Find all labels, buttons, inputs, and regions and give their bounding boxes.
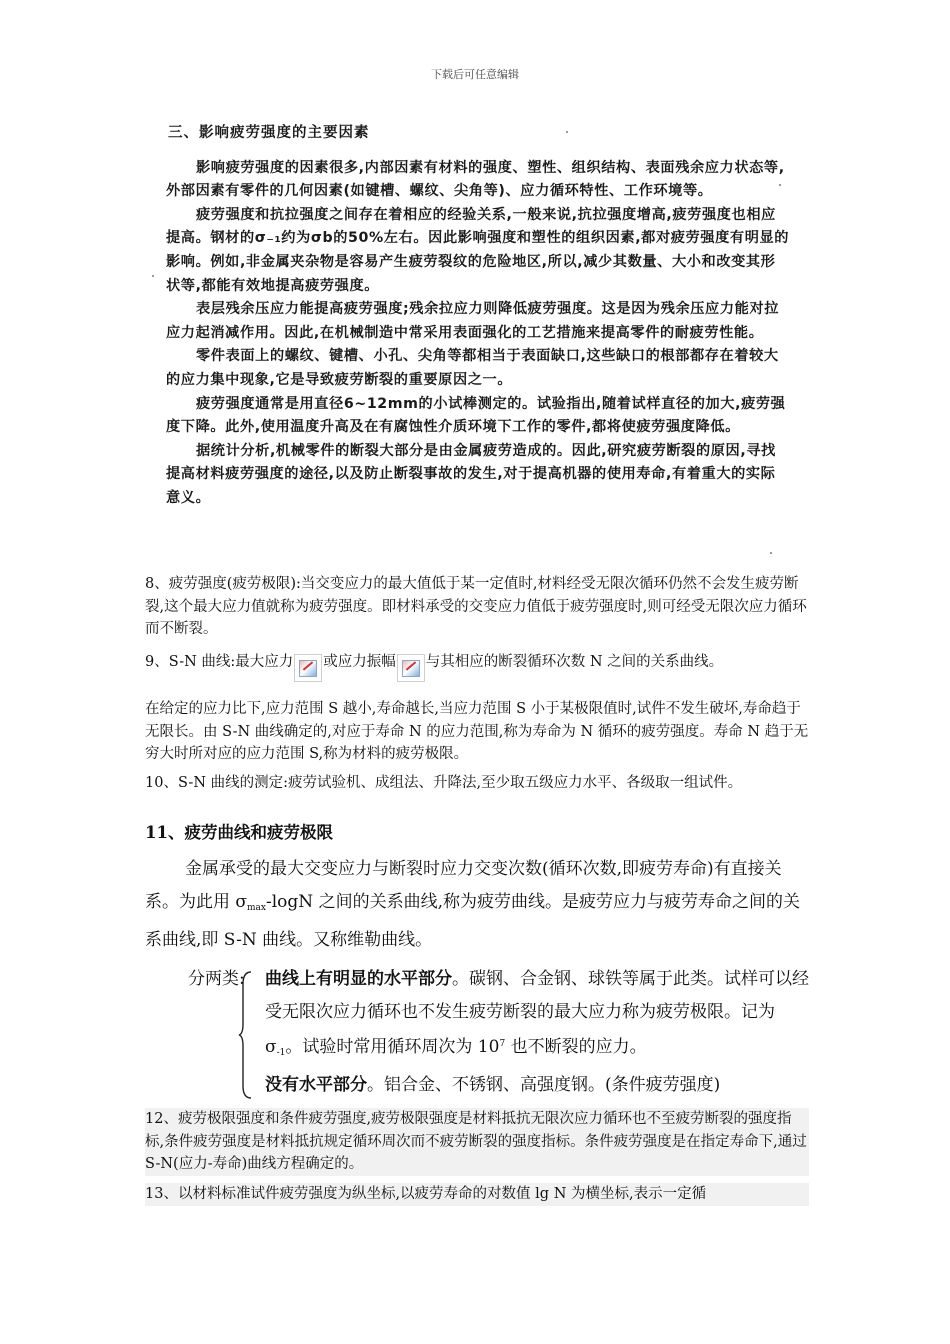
class-1-heading: 曲线上有明显的水平部分	[265, 969, 452, 989]
scan-paragraph-1: 影响疲劳强度的因素很多,内部因素有材料的强度、塑性、组织结构、表面残余应力状态等,外部因素有零件的几何因素(如键槽、螺纹、尖角等)、应力循环特性、工作环境等。	[166, 159, 785, 200]
class-1	[265, 963, 809, 1070]
scan-paragraph-2: 疲劳强度和抗拉强度之间存在着相应的经验关系,一般来说,抗拉强度增高,疲劳强度也相应提高。钢材的σ₋₁约为σb的50%左右。因此影响强度和塑性的组织因素,都对疲劳强度有明显的影响。例如,非金属夹杂物是容易产生疲劳裂纹的危险地区,所以,减少其数量、大小和改变其形状等,都能有效地提高疲劳强度。	[166, 206, 790, 294]
item-8: 8、疲劳强度(疲劳极限):当交变应力的最大值低于某一定值时,材料经受无限次循环仍然不会发生疲劳断裂,这个最大应力值就称为疲劳强度。即材料承受的交变应力值低于疲劳强度时,则可经受无限次应力循环而不断裂。	[145, 576, 807, 637]
scan-speck	[566, 131, 568, 133]
item-11-heading: 疲劳曲线和疲劳极限	[184, 823, 333, 842]
item-9-continued: 在给定的应力比下,应力范围 S 越小,寿命越长,当应力范围 S 小于某极限值时,试件不发生破坏,寿命趋于无限长。由 S-N 曲线确定的,对应于寿命 N 的应力范围,称为寿命为 N 循环的疲劳强度。寿命 N 趋于无穷大时所对应的应力范围 S,称为材料的疲劳极限。	[145, 701, 809, 762]
broken-image-icon	[294, 654, 322, 682]
item-12: 12、疲劳极限强度和条件疲劳强度,疲劳极限强度是材料抵抗无限次应力循环也不至疲劳断裂的强度指标,条件疲劳强度是材料抵抗规定循环周次而不疲劳断裂的强度指标。条件疲劳强度是在指定寿命下,通过 S-N(应力-寿命)曲线方程确定的。	[145, 1108, 809, 1176]
item-9	[145, 651, 809, 682]
item-11-title	[145, 822, 809, 845]
class-1-text-a: 。碳钢、合金钢、球铁等属于此类。试样可以经受无限次应力循环也不发生疲劳断裂的最大应力称为疲劳极限。记为 σ	[265, 969, 809, 1057]
page-header: 下载后可任意编辑	[431, 68, 519, 81]
item-9-text-3: 与其相应的断裂循环次数 N 之间的关系曲线。	[425, 654, 724, 670]
scanned-excerpt	[160, 122, 790, 511]
scan-speck	[152, 275, 154, 277]
item-11-paragraph	[145, 853, 809, 957]
scan-speck	[770, 552, 772, 554]
item-13: 13、以材料标准试件疲劳强度为纵坐标,以疲劳寿命的对数值 lg N 为横坐标,表示一定循	[145, 1183, 809, 1206]
power-7-superscript: 7	[499, 1039, 506, 1049]
scan-paragraph-4: 零件表面上的螺纹、键槽、小孔、尖角等都相当于表面缺口,这些缺口的根部都存在着较大的应力集中现象,它是导致疲劳断裂的重要原因之一。	[166, 348, 779, 388]
class-2-text: 。铝合金、不锈钢、高强度钢。(条件疲劳强度)	[367, 1075, 721, 1095]
sigma-minus-1-subscript: -1	[276, 1048, 286, 1058]
scan-speck	[779, 184, 781, 186]
item-10: 10、S-N 曲线的测定:疲劳试验机、成组法、升降法,至少取五级应力水平、各级取一组试件。	[145, 775, 743, 791]
class-1-text-b: 。试验时常用循环周次为 10	[285, 1037, 500, 1057]
scan-title: 三、影响疲劳强度的主要因素	[168, 125, 370, 141]
item-9-text-2: 或应力振幅	[323, 654, 396, 670]
curly-brace-icon	[238, 970, 252, 1100]
scan-paragraph-6: 据统计分析,机械零件的断裂大部分是由金属疲劳造成的。因此,研究疲劳断裂的原因,寻找提高材料疲劳强度的途径,以及防止断裂事故的发生,对于提高机器的使用寿命,有着重大的实际意义。	[166, 442, 776, 506]
class-2	[265, 1069, 809, 1102]
item-9-text-1: 9、S-N 曲线:最大应力	[145, 654, 294, 670]
broken-image-icon	[397, 654, 425, 682]
item-11-text-a: 金属承受的最大交变应力与断裂时应力交变次数(循环次数,即疲劳寿命)有直接关系。为此用 σ	[145, 859, 782, 912]
item-11-number: 11、	[145, 823, 185, 842]
class-2-heading: 没有水平部分	[265, 1075, 367, 1095]
item-11-text-b: -logN 之间的关系曲线,称为疲劳曲线。是疲劳应力与疲劳寿命之间的关系曲线,即 S-N 曲线。又称维勒曲线。	[145, 891, 800, 950]
scan-paragraph-5: 疲劳强度通常是用直径6~12mm的小试棒测定的。试验指出,随着试样直径的加大,疲劳强度下降。此外,使用温度升高及在有腐蚀性介质环境下工作的零件,都将使疲劳强度降低。	[166, 395, 786, 436]
scan-paragraph-3: 表层残余压应力能提高疲劳强度;残余拉应力则降低疲劳强度。这是因为残余压应力能对拉应力起消减作用。因此,在机械制造中常采用表面强化的工艺措施来提高零件的耐疲劳性能。	[166, 301, 779, 341]
class-1-text-c: 也不断裂的应力。	[505, 1037, 647, 1057]
classify-label: 分两类:	[188, 969, 245, 989]
sigma-max-subscript: max	[247, 902, 266, 913]
